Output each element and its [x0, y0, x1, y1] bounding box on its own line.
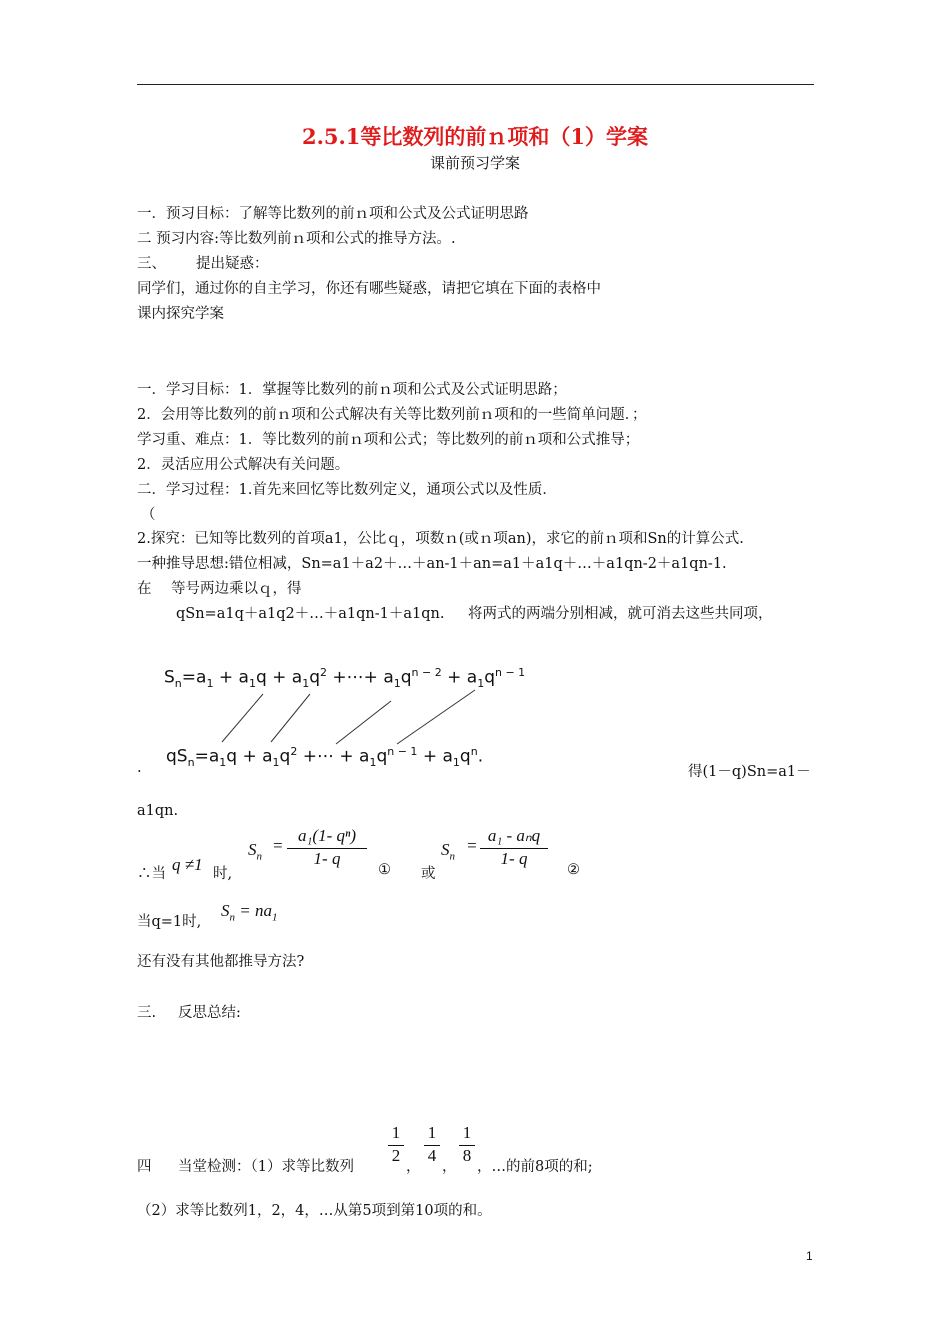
fraction-numerator: a₁ - aₙq: [487, 826, 541, 845]
check-question-2: （2）求等比数列1，2，4，…从第5项到第10项的和。: [137, 1203, 492, 1219]
qsn-term: +⋯ +: [297, 746, 360, 767]
connector-line: [336, 701, 391, 744]
sum-formula-fraction-2: [480, 826, 548, 869]
preview-goal: 一．预习目标：了解等比数列的前ｎ项和公式及公式证明思路: [137, 206, 529, 222]
reflect-label: 反思总结:: [178, 1005, 241, 1021]
circled-one: ①: [378, 862, 391, 878]
qsn-term: n − 1: [387, 745, 418, 758]
equals-2: =: [466, 836, 478, 855]
qsn-term: +: [417, 746, 443, 767]
study-goal-2: 2．会用等比数列的前ｎ项和公式解决有关等比数列前ｎ项和的一些简单问题．；: [137, 407, 647, 423]
page-number: 1: [806, 1249, 813, 1263]
sn-term: q: [309, 667, 321, 688]
study-multiply-a: 在: [137, 581, 152, 597]
sn-term: a: [238, 667, 249, 688]
sn-symbol: S: [164, 667, 175, 688]
sn-term: +⋯+: [327, 667, 384, 688]
study-key-2: 2．灵活应用公式解决有关问题。: [137, 457, 350, 473]
sum-s: S: [221, 901, 230, 920]
result-line-b: a1qn.: [137, 803, 179, 819]
fraction-one-half: [388, 1123, 404, 1166]
fraction-numerator: 1: [462, 1123, 472, 1142]
other-methods-question: 还有没有其他都推导方法?: [137, 954, 305, 970]
sn-term: q: [400, 667, 412, 688]
sn-term: a: [383, 667, 394, 688]
qsn-term: n: [187, 756, 195, 770]
qsn-term: q: [226, 746, 238, 767]
qsn-term: 1: [452, 756, 460, 770]
sum-n: n: [229, 911, 235, 924]
qsn-term: 2: [290, 745, 298, 758]
diagram-dot: .: [137, 760, 142, 776]
sum-formula-fraction-1: [287, 826, 367, 869]
preview-doubt-text: 同学们，通过你的自主学习，你还有哪些疑惑，请把它填在下面的表格中: [137, 281, 601, 297]
fraction-numerator: 1: [427, 1123, 437, 1142]
sn-term: 1: [206, 677, 214, 691]
sn-term: n − 2: [411, 666, 442, 679]
sn-term: 1: [302, 677, 310, 691]
sum-symbol-1: [248, 840, 262, 862]
fraction-denominator: 4: [424, 1145, 440, 1166]
reflect-number: 三.: [137, 1005, 157, 1021]
sum-q1-formula: [221, 901, 277, 923]
sum-s: S: [248, 840, 257, 859]
sn-term: 1: [248, 677, 256, 691]
check-question-1-label: 当堂检测：（1）求等比数列: [178, 1159, 354, 1175]
study-qsn: qSn=a1q＋a1q2＋…＋a1qn-1＋a1qn.: [176, 606, 445, 622]
fraction-comma: ，: [406, 1159, 421, 1175]
study-key-1: 学习重、难点：1．等比数列的前ｎ项和公式；等比数列的前ｎ项和公式推导；: [137, 432, 640, 448]
sn-term: +: [266, 667, 292, 688]
qsn-term: q: [459, 746, 471, 767]
sn-term: a: [291, 667, 303, 688]
study-process: 二．学习过程：1.首先来回忆等比数列定义，通项公式以及性质．: [137, 482, 557, 498]
equals-1: =: [272, 836, 284, 855]
qsn-term: .: [477, 746, 484, 767]
sn-term: q: [255, 667, 267, 688]
connector-line: [222, 694, 263, 742]
circled-two: ②: [567, 862, 580, 878]
sn-term: +: [441, 667, 467, 688]
sum-symbol-2: [441, 840, 455, 862]
qsn-term: a: [442, 746, 453, 767]
q-not-equal-1: q ≠1: [172, 855, 203, 874]
connector-line: [271, 694, 310, 742]
check-number: 四: [137, 1159, 152, 1175]
or-label: 或: [421, 866, 436, 882]
sn-term: q: [484, 667, 495, 688]
q-equals-1-label: 当q=1时,: [137, 914, 202, 930]
sum-n: n: [256, 850, 262, 863]
qsn-term: qS: [166, 746, 188, 767]
study-multiply-b: 等号两边乘以ｑ，得: [171, 581, 302, 597]
preview-doubt-number: 三、: [137, 256, 166, 272]
sn-term: 1: [477, 677, 485, 691]
study-goal-1: 一．学习目标：1．掌握等比数列的前ｎ项和公式及公式证明思路；: [137, 382, 567, 398]
study-explore: 2.探究：已知等比数列的首项a1，公比ｑ，项数ｎ(或ｎ项an)，求它的前ｎ项和Sn的计算公式.: [137, 531, 744, 547]
check-question-1-tail: ，…的前8项的和;: [477, 1159, 593, 1175]
fraction-denominator: 2: [388, 1145, 404, 1166]
qsn-term: 1: [272, 756, 280, 770]
sum-n: n: [449, 850, 455, 863]
sn-term: =a: [181, 667, 207, 688]
sn-subscript: n: [174, 677, 182, 691]
preview-content: 二 预习内容:等比数列前ｎ项和公式的推导方法。.: [137, 231, 456, 247]
sn-term: a: [466, 667, 478, 688]
study-paren: （: [141, 507, 156, 523]
therefore-when: ∴当: [137, 866, 166, 882]
qsn-term: a: [359, 746, 370, 767]
fraction-one-eighth: [459, 1123, 475, 1166]
result-line-a: 得(1－q)Sn=a1－: [688, 764, 811, 780]
sn-term: +: [213, 667, 239, 688]
qsn-term: q: [376, 746, 388, 767]
qsn-term: +: [237, 746, 263, 767]
when-suffix: 时,: [213, 866, 233, 882]
na-term: = na: [239, 901, 272, 920]
fraction-one-quarter: [424, 1123, 440, 1166]
page-title: 2.5.1等比数列的前ｎ项和（1）学案: [301, 124, 649, 149]
sum-s: S: [441, 840, 450, 859]
sn-term: n − 1: [495, 666, 526, 679]
sn-term: 2: [320, 666, 328, 679]
qsn-term: =a: [194, 746, 220, 767]
fraction-comma: ，: [442, 1159, 457, 1175]
fraction-denominator: 1- q: [287, 848, 367, 869]
connector-line: [397, 690, 475, 744]
qsn-term: n: [470, 745, 478, 758]
fraction-numerator: a₁(1- qⁿ): [298, 826, 356, 845]
na-subscript: 1: [271, 911, 278, 924]
page-subtitle: 课前预习学案: [429, 154, 520, 172]
study-idea: 一种推导思想:错位相减，Sn=a1＋a2＋…＋an-1＋an=a1＋a1q＋…＋a1qn-2＋a1qn-1.: [137, 556, 727, 572]
preview-doubt-label: 提出疑惑：: [196, 256, 269, 272]
qsn-term: a: [262, 746, 273, 767]
study-subtract: 将两式的两端分别相减，就可消去这些共同项，: [468, 606, 773, 622]
qsn-expansion: [166, 745, 483, 769]
qsn-term: 1: [219, 756, 227, 770]
qsn-term: q: [279, 746, 291, 767]
fraction-denominator: 8: [459, 1145, 475, 1166]
sn-term: 1: [393, 677, 401, 691]
fraction-denominator: 1- q: [480, 848, 548, 869]
qsn-term: 1: [369, 756, 377, 770]
class-study-title: 课内探究学案: [137, 306, 224, 322]
fraction-numerator: 1: [391, 1123, 401, 1142]
